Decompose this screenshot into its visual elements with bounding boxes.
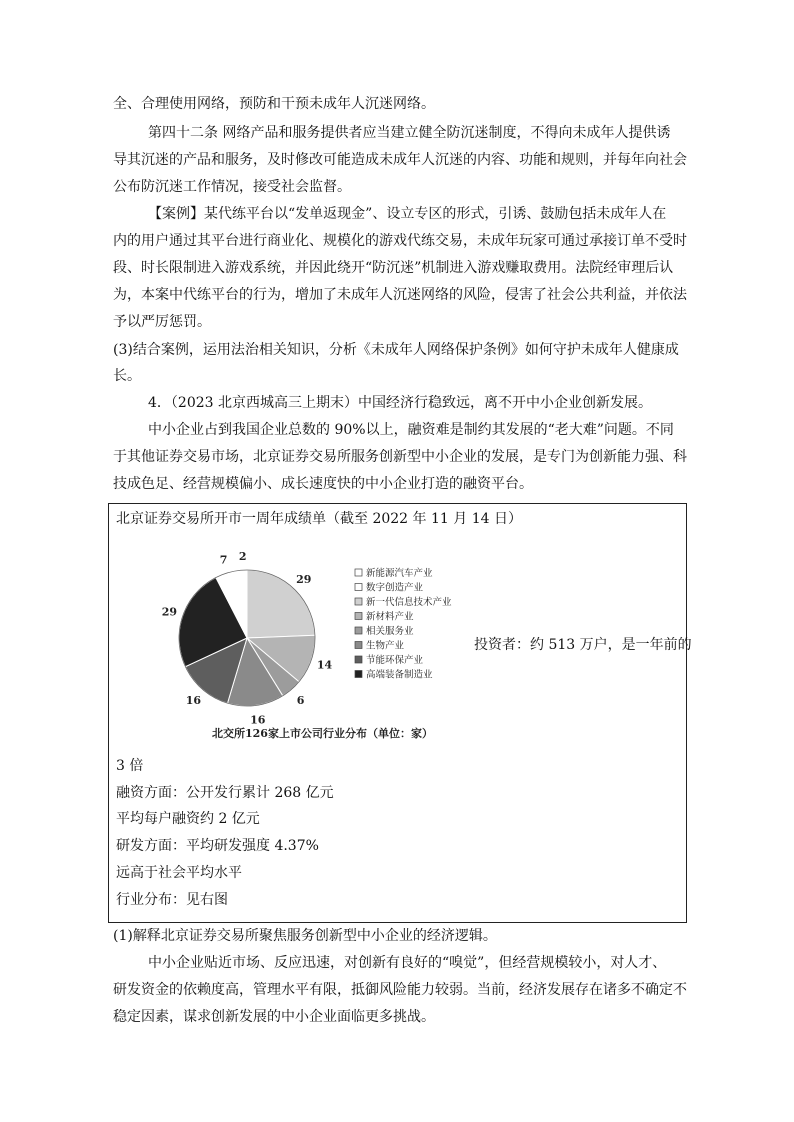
question-line: 长。 bbox=[113, 368, 141, 384]
pie-value-label: 29 bbox=[161, 605, 178, 619]
paragraph-line: 稳定因素，谋求创新发展的中小企业面临更多挑战。 bbox=[113, 1009, 435, 1025]
legend-swatch bbox=[355, 671, 362, 678]
question-line: (1)解释北京证券交易所聚焦服务创新型中小企业的经济逻辑。 bbox=[113, 928, 497, 944]
pie-value-label: 29 bbox=[296, 572, 312, 586]
info-line: 3 倍 bbox=[116, 758, 144, 774]
paragraph-line: 研发资金的依赖度高，管理水平有限，抵御风险能力较弱。当前，经济发展存在诸多不确定不 bbox=[113, 982, 687, 998]
legend-label: 生物产业 bbox=[366, 640, 405, 652]
legend-label: 数字创造产业 bbox=[366, 582, 424, 594]
legend-swatch bbox=[355, 569, 362, 576]
info-box bbox=[108, 503, 692, 923]
investors-text: 投资者：约 513 万户，是一年前的 bbox=[474, 637, 692, 653]
paragraph-line: 为，本案中代练平台的行为，增加了未成年人沉迷网络的风险，侵害了社会公共利益，并依法 bbox=[113, 287, 687, 303]
legend-label: 新能源汽车产业 bbox=[366, 568, 433, 579]
paragraph-line: 中小企业贴近市场、反应迅速，对创新有良好的“嗅觉”，但经营规模较小，对人才、 bbox=[148, 955, 667, 971]
paragraph-line: 中小企业占到我国企业总数的 90%以上，融资难是制约其发展的“老大难”问题。不同 bbox=[148, 422, 674, 438]
paragraph-line: 全、合理使用网络，预防和干预未成年人沉迷网络。 bbox=[113, 96, 435, 112]
legend-swatch bbox=[355, 627, 362, 634]
info-box-title: 北京证券交易所开市一周年成绩单（截至 2022 年 11 月 14 日） bbox=[116, 511, 522, 527]
paragraph-line: 于其他证券交易市场，北京证券交易所服务创新型中小企业的发展，是专门为创新能力强、科 bbox=[113, 449, 687, 465]
info-line: 融资方面：公开发行累计 268 亿元 bbox=[116, 785, 334, 801]
question-line: (3)结合案例，运用法治相关知识，分析《未成年人网络保护条例》如何守护未成年人健康成 bbox=[113, 342, 679, 358]
paragraph-line: 内的用户通过其平台进行商业化、规模化的游戏代练交易，未成年玩家可通过承接订单不受时 bbox=[113, 233, 687, 249]
industry-pie-chart bbox=[134, 536, 494, 741]
question-heading: 4．（2023 北京西城高三上期末）中国经济行稳致远，离不开中小企业创新发展。 bbox=[148, 395, 652, 411]
paragraph-line: 第四十二条 网络产品和服务提供者应当建立健全防沉迷制度，不得向未成年人提供诱 bbox=[148, 125, 671, 141]
pie-value-label: 16 bbox=[250, 713, 266, 727]
chart-title: 北交所126家上市公司行业分布（单位：家） bbox=[212, 727, 433, 740]
pie-value-label: 2 bbox=[238, 550, 247, 564]
paragraph-line: 技成色足、经营规模偏小、成长速度快的中小企业打造的融资平台。 bbox=[113, 476, 533, 492]
paragraph-line: 段、时长限制进入游戏系统，并因此绕开“防沉迷”机制进入游戏赚取费用。法院经审理后认 bbox=[113, 260, 674, 276]
paragraph-line: 公布防沉迷工作情况，接受社会监督。 bbox=[113, 179, 351, 195]
info-line: 远高于社会平均水平 bbox=[116, 865, 242, 881]
info-line: 平均每户融资约 2 亿元 bbox=[116, 811, 260, 827]
legend-swatch bbox=[355, 642, 362, 649]
pie-value-label: 16 bbox=[185, 694, 202, 708]
legend-label: 新一代信息技术产业 bbox=[366, 597, 452, 608]
paragraph-line: 导其沉迷的产品和服务，及时修改可能造成未成年人沉迷的内容、功能和规则，并每年向社会 bbox=[113, 152, 687, 168]
info-line: 研发方面：平均研发强度 4.37% bbox=[116, 838, 319, 854]
legend-swatch bbox=[355, 584, 362, 591]
pie-value-label: 6 bbox=[296, 694, 305, 708]
paragraph-line: 予以严厉惩罚。 bbox=[113, 314, 211, 330]
paragraph-line: 【案例】某代练平台以“发单返现金”、设立专区的形式，引诱、鼓励包括未成年人在 bbox=[148, 206, 667, 222]
legend-swatch bbox=[355, 613, 362, 620]
legend-swatch bbox=[355, 598, 362, 605]
legend-label: 新材料产业 bbox=[366, 611, 414, 623]
legend-label: 相关服务业 bbox=[366, 626, 414, 637]
info-line: 行业分布：见右图 bbox=[116, 892, 228, 908]
pie-value-label: 7 bbox=[219, 553, 228, 567]
legend-label: 高端装备制造业 bbox=[366, 669, 433, 681]
legend-swatch bbox=[355, 656, 362, 663]
pie-value-label: 14 bbox=[316, 658, 333, 672]
legend-label: 节能环保产业 bbox=[366, 655, 424, 666]
